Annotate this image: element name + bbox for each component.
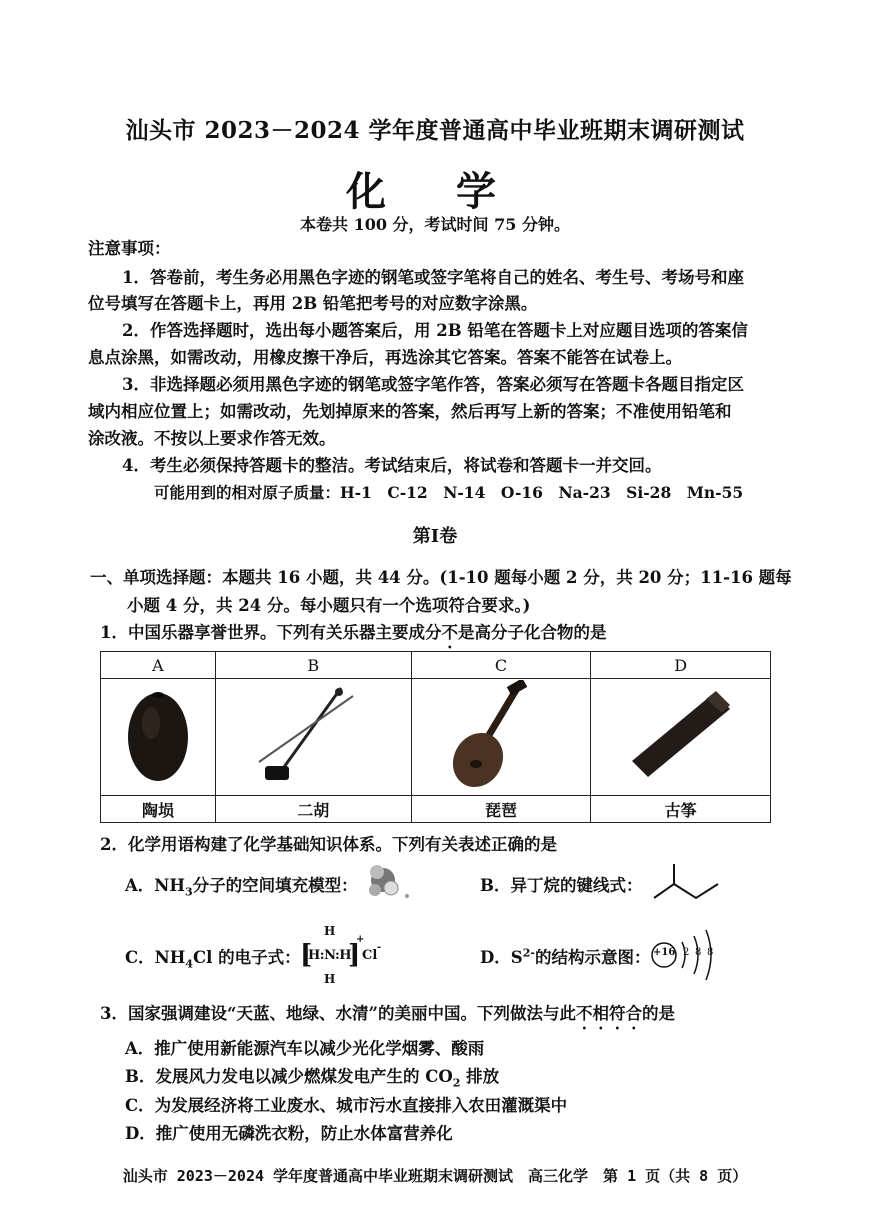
exam-info: 本卷共 100 分，考试时间 75 分钟。 (300, 215, 570, 234)
xun-image (101, 679, 216, 796)
q3-option-b: B．发展风力发电以减少燃煤发电产生的 $CO_2$ 排放 (125, 1067, 500, 1090)
q2-stem: 2．化学用语构建了化学基础知识体系。下列有关表述正确的是 (100, 835, 557, 854)
shell-1: 2 (683, 947, 690, 958)
guzheng-image (591, 679, 771, 796)
nh3-space-filling-model (363, 860, 413, 904)
s2-structure-diagram (648, 928, 720, 982)
q1-option-d-letter: D (591, 652, 771, 679)
q2-option-d: D．$S^{2-}$的结构示意图： (480, 946, 651, 967)
electron-middle: H:N:H (308, 948, 352, 963)
erhu-image (215, 679, 411, 796)
notice-item-1a: 1．答卷前，考生务必用黑色字迹的钢笔或签字笔将自己的姓名、考生号、考场号和座 (122, 268, 744, 287)
q3-option-c: C．为发展经济将工业废水、城市污水直接排入农田灌溉渠中 (125, 1096, 568, 1115)
q2-option-a: A．$NH_3$分子的空间填充模型： (125, 876, 358, 899)
q1-option-b-name: 二胡 (215, 796, 411, 823)
q2-option-b: B．异丁烷的键线式： (480, 876, 643, 895)
nucleus-label: +16 (653, 947, 676, 958)
electron-h-bottom: H (324, 972, 336, 986)
q1-option-d-name: 古筝 (591, 796, 771, 823)
notice-item-2b: 息点涂黑，如需改动，用橡皮擦干净后，再选涂其它答案。答案不能答在试卷上。 (88, 348, 682, 367)
atomic-masses: 可能用到的相对原子质量：H-1 C-12 N-14 O-16 Na-23 Si-28 Mn-55 (154, 483, 744, 502)
notice-item-3c: 涂改液。不按以上要求作答无效。 (88, 429, 336, 448)
q2-option-c: C．$NH_4Cl$ 的电子式： (125, 948, 301, 971)
q1-option-a-name: 陶埙 (101, 796, 216, 823)
shell-3: 8 (707, 947, 714, 958)
page-footer: 汕头市 2023－2024 学年度普通高中毕业班期末调研测试 高三化学 第 1 页（共 8 页） (122, 1167, 748, 1185)
section-heading-2: 小题 4 分，共 24 分。每小题只有一个选项符合要求。) (127, 596, 531, 615)
q1-option-a-letter: A (101, 652, 216, 679)
q1-stem: 1．中国乐器享誉世界。下列有关乐器主要成分不是高分子化合物的是 (100, 623, 607, 642)
isobutane-skeletal-formula (652, 862, 722, 904)
q1-option-c-name: 琵琶 (411, 796, 591, 823)
notice-heading: 注意事项： (88, 239, 171, 258)
part-title: 第Ⅰ卷 (412, 526, 458, 547)
notice-item-3b: 域内相应位置上；如需改动，先划掉原来的答案，然后再写上新的答案；不准使用铅笔和 (88, 402, 732, 421)
electron-cl: Cl (362, 948, 378, 963)
notice-item-4: 4．考生必须保持答题卡的整洁。考试结束后，将试卷和答题卡一并交回。 (122, 456, 662, 475)
electron-cl-charge: - (377, 942, 382, 953)
section-heading-1: 一、单项选择题：本题共 16 小题，共 44 分。(1-10 题每小题 2 分，共 20 分；11-16 题每 (90, 568, 792, 587)
q1-options-table (100, 651, 771, 823)
q1-option-c-letter: C (411, 652, 591, 679)
notice-item-2a: 2．作答选择题时，选出每小题答案后，用 2B 铅笔在答题卡上对应题目选项的答案信 (122, 321, 748, 340)
q3-stem: 3．国家强调建设“天蓝、地绿、水清”的美丽中国。下列做法与此不相符合的是 (100, 1004, 675, 1023)
nh4cl-electron-formula: H [ H:N:H ] + Cl - H (300, 924, 382, 986)
subject-title: 化 学 (346, 168, 524, 215)
shell-2: 8 (695, 947, 702, 958)
q3-option-d: D．推广使用无磷洗衣粉，防止水体富营养化 (125, 1124, 453, 1143)
electron-plus: + (356, 934, 365, 945)
pipa-image (411, 679, 591, 796)
notice-item-3a: 3．非选择题必须用黑色字迹的钢笔或签字笔作答，答案必须写在答题卡各题目指定区 (122, 375, 744, 394)
q1-option-b-letter: B (215, 652, 411, 679)
notice-item-1b: 位号填写在答题卡上，再用 2B 铅笔把考号的对应数字涂黑。 (88, 294, 538, 313)
electron-h-top: H (324, 924, 336, 938)
exam-title: 汕头市 2023－2024 学年度普通高中毕业班期末调研测试 (125, 117, 745, 144)
q3-option-a: A．推广使用新能源汽车以减少光化学烟雾、酸雨 (125, 1039, 485, 1058)
